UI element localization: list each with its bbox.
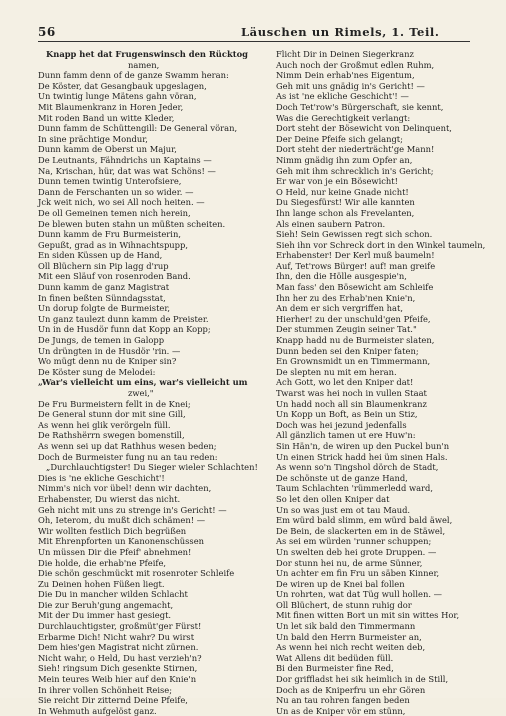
- verse-line: Sieh ihn vor Schreck dort in den Winkel taumeln,: [276, 239, 486, 250]
- verse-line: Nicht wahr, o Held, Du hast verzieh'n?: [38, 652, 202, 663]
- verse-line: Un in de Husdör funn dat Kopp an Kopp;: [38, 324, 211, 335]
- verse-line: De Leutnants, Fähndrichs un Kaptains —: [38, 154, 212, 165]
- verse-line: An dem er sich vergriffen hat,: [276, 303, 404, 314]
- verse-line: Man fass' den Bösewicht am Schleife: [276, 282, 434, 293]
- verse-line: As wenn so'n Tingshol dörch de Stadt,: [276, 462, 439, 473]
- verse-line: Na, Krischan, hür, dat was wat Schöns! —: [38, 165, 216, 176]
- verse-line: De General stunn dor mit sine Gill,: [38, 409, 186, 420]
- verse-line: Taum Schlachten 'rümmerledd ward,: [276, 483, 434, 494]
- verse-line: De Bein, de slackerten em in de Stäwel,: [276, 525, 446, 536]
- verse-line: Erhabenster, Du wierst das nicht.: [38, 493, 181, 504]
- verse-line: Un müssen Dir die Pfeif' abnehmen!: [38, 546, 192, 557]
- verse-line: As wenn hei glik verörgeln füll.: [38, 419, 171, 430]
- verse-line: Der stummen Zeugin seiner Tat.": [276, 324, 417, 335]
- verse-line: Dort steht der Bösewicht von Delinquent,: [276, 123, 452, 134]
- verse-line: Dunn kamm de Fru Burmeisterin,: [38, 229, 181, 240]
- verse-line: Gepußt, grad as in Wihnachtspupp,: [38, 239, 188, 250]
- verse-line: As sei em würden 'runner schuppen;: [276, 536, 432, 547]
- page-header: [38, 25, 470, 42]
- verse-line: In Wehmuth aufgelöst ganz.: [38, 705, 157, 716]
- verse-line: Nimm Dein erhab'nes Eigentum,: [276, 70, 415, 81]
- verse-line: Geh nicht mit uns zu strenge in's Gericht! —: [38, 504, 227, 515]
- verse-line: Durchlauchtigster, großmüt'ger Fürst!: [38, 621, 202, 632]
- verse-line: Un Kopp un Boft, as Bein un Stiz,: [276, 409, 418, 420]
- verse-line: En Grownsmidt un en Timmermann,: [276, 356, 431, 367]
- verse-line: Die schön geschmückt mit rosenroter Schleife: [38, 568, 235, 579]
- verse-line: Un twintig lunge Mätens gahn vöran,: [38, 91, 197, 102]
- verse-line: Als einen saubern Patron.: [276, 218, 386, 229]
- verse-line: Er war von je ein Bösewicht!: [276, 176, 398, 187]
- verse-line: Ihn, den die Hölle ausgespie'n,: [276, 271, 407, 282]
- verse-line: Nu an tau rohren fangen beden: [276, 695, 410, 706]
- verse-line: zwei,": [128, 388, 154, 398]
- verse-line: De Köster, dat Gesangbauk upgeslagen,: [38, 80, 207, 91]
- verse-line: Sin Hän'n, de wiren up den Puckel bun'n: [276, 440, 450, 451]
- verse-line: Un as de Kniper vör em stünn,: [276, 705, 406, 716]
- verse-line: Oll Blüchert, de stunn ruhig dor: [276, 599, 412, 610]
- verse-line: De Fru Burmeistern fellt in de Knei;: [38, 398, 191, 409]
- verse-line: Un swelten deb hei grote Druppen. —: [276, 546, 437, 557]
- verse-line: Dunn kamm de ganz Magistrat: [38, 282, 170, 293]
- verse-line: Die zur Beruh'gung angemacht,: [38, 599, 174, 610]
- verse-line: namen,: [128, 59, 160, 70]
- verse-line: All gänzlich tamen ut ere Huw'n:: [276, 430, 416, 441]
- verse-line: Twarst was hei noch in vullen Staat: [276, 388, 427, 398]
- verse-line: Sieh! ringsum Dich gesenkte Stirnen,: [38, 663, 198, 674]
- verse-line: Un dorup folgte de Burmeister,: [38, 303, 171, 314]
- left-text-column: [38, 49, 258, 716]
- verse-line: Wat Allens dit bedüden füll.: [276, 652, 394, 663]
- verse-line: O Held, nur keine Gnade nicht!: [276, 186, 409, 197]
- verse-line: In sine prächtige Mondur,: [38, 133, 148, 144]
- verse-line: As wenn hei nich recht weiten deb,: [276, 642, 426, 653]
- verse-line: Dor stunn hei nu, de arme Sünner,: [276, 557, 423, 568]
- verse-line: Knapp het dat Frugenswinsch den Rücktog: [46, 49, 248, 59]
- verse-line: De oll Gemeinen temen nich herein,: [38, 207, 191, 218]
- verse-line: As ist 'ne ekliche Geschicht'! —: [276, 91, 409, 102]
- verse-line: De Köster sung de Melodei:: [38, 366, 156, 377]
- verse-line: Un drüngten in de Husdör 'rin. —: [38, 345, 181, 356]
- verse-line: De Jungs, de temen in Galopp: [38, 335, 165, 346]
- verse-line: Un hadd noch all sin Blaumenkranz: [276, 398, 427, 409]
- verse-line: Dies is 'ne ekliche Geschicht'!: [38, 472, 165, 483]
- verse-line: Auch noch der Großmut edlen Ruhm,: [276, 59, 435, 70]
- verse-line: Du Siegesfürst! Wir alle kannten: [276, 197, 415, 208]
- verse-line: Nimm gnädig ihn zum Opfer an,: [276, 154, 413, 165]
- page-number: 56: [38, 25, 56, 39]
- right-text-column: [276, 49, 486, 716]
- verse-line: Bi den Burmeister fine Red,: [276, 663, 394, 674]
- verse-line: Wo mügt denn nu de Kniper sin?: [38, 356, 177, 367]
- verse-line: Doch was hei jezund jedenfalls: [276, 419, 407, 430]
- verse-line: Un let sik bald den Timmermann: [276, 621, 416, 632]
- verse-line: Dunn beden sei den Kniper faten;: [276, 345, 419, 356]
- verse-line: Un achter em fin Fru un säben Kinner,: [276, 568, 440, 579]
- verse-line: Die Du in mancher wilden Schlacht: [38, 589, 188, 600]
- verse-line: Die holde, die erhab'ne Pfeife,: [38, 557, 167, 568]
- verse-line: Sie reicht Dir zitternd Deine Pfeife,: [38, 695, 188, 706]
- verse-line: Dor griffladst hei sik heimlich in de Still,: [276, 674, 449, 685]
- verse-line: Mit finen witten Bort un mit sin wittes Hor,: [276, 610, 460, 621]
- verse-line: Mein teures Weib hier auf den Knie'n: [38, 674, 197, 685]
- verse-line: Jck weit nich, wo sei All noch heiten. —: [38, 197, 205, 208]
- verse-line: De wiren up de Knei bal follen: [276, 578, 405, 589]
- verse-line: Doch Tet'row's Bürgerschaft, sie kennt,: [276, 101, 444, 112]
- verse-line: Dunn famm denn of de ganze Swamm heran:: [38, 70, 229, 81]
- verse-line: Oll Blüchern sin Pip lagg d'rup: [38, 260, 169, 271]
- verse-line: In ihrer vollen Schönheit Reise;: [38, 684, 173, 695]
- verse-line: En siden Küssen up de Hand,: [38, 250, 163, 261]
- verse-line: Knapp hadd nu de Burmeister slaten,: [276, 335, 435, 346]
- verse-line: Ihn her zu des Erhab'nen Knie'n,: [276, 292, 416, 303]
- verse-line: Geh mit ihm schrecklich in's Gericht;: [276, 165, 434, 176]
- verse-line: Nimm's nich vor übel! denn wir dachten,: [38, 483, 212, 494]
- verse-line: Flicht Dir in Deinen Siegerkranz: [276, 49, 414, 59]
- verse-line: Geh mit uns gnädig in's Gericht! —: [276, 80, 425, 91]
- verse-line: Erbarme Dich! Nicht wahr? Du wirst: [38, 631, 195, 642]
- verse-line: Zu Deinen hohen Füßen liegt.: [38, 578, 165, 589]
- verse-line: Un so was just em ot tau Maud.: [276, 504, 411, 515]
- verse-line: „Durchlauchtigster! Du Sieger wieler Schlachten!: [46, 462, 258, 473]
- verse-line: Mit Blaumenkranz in Horen Jeder,: [38, 101, 184, 112]
- verse-line: In finen beßten Sünndagsstat,: [38, 292, 166, 303]
- verse-line: Oh, Ieterom, du mußt dich schämen! —: [38, 515, 206, 526]
- verse-line: De slepten nu mit em heran.: [276, 366, 397, 377]
- verse-line: Doch de Burmeister fung nu an tau reden:: [38, 451, 218, 462]
- verse-line: De schönste ut de ganze Hand,: [276, 472, 408, 483]
- verse-line: So let den ollen Kniper dat: [276, 493, 390, 504]
- verse-line: Der Deine Pfeife sich gelangt;: [276, 133, 403, 144]
- verse-line: Un bald den Herrn Burmeister an,: [276, 631, 422, 642]
- verse-line: Auf, Tet'rows Bürger! auf! man greife: [276, 260, 436, 271]
- verse-line: Erhabenster! Der Kerl muß baumeln!: [276, 250, 435, 261]
- verse-line: Ihn lange schon als Frevelanten,: [276, 207, 415, 218]
- verse-line: De Rathshërrn swegen bomenstill,: [38, 430, 185, 441]
- verse-line: Hierher! zu der unschuld'gen Pfeife,: [276, 313, 431, 324]
- verse-line: Dunn kamm de Oberst un Majur,: [38, 144, 177, 155]
- verse-line: Mit Ehrenpforten un Kanonenschüssen: [38, 536, 205, 547]
- verse-line: Un ganz taulezt dunn kamm de Preister.: [38, 313, 209, 324]
- verse-line: Dunn famm de Schüttengill: De General vöran,: [38, 123, 238, 134]
- verse-line: Sieh! Sein Gewissen regt sich schon.: [276, 229, 433, 240]
- verse-line: Dunn temen twintig Unterofsiere,: [38, 176, 182, 187]
- verse-line: Dann de Ferschanten un so wider. —: [38, 186, 194, 197]
- verse-line: Mit roden Band un witte Kleder,: [38, 112, 175, 123]
- verse-line: Mit een Släuf von rosenroden Band.: [38, 271, 191, 282]
- verse-line: Mit der Du immer hast gesiegt.: [38, 610, 172, 621]
- verse-line: Was die Gerechtigkeit verlangt:: [276, 112, 411, 123]
- verse-line: „War's vielleicht um eins, war's vielleicht um: [38, 377, 248, 388]
- verse-line: Doch as de Kniperfru un ehr Gören: [276, 684, 426, 695]
- verse-line: Dort steht der niederträcht'ge Mann!: [276, 144, 435, 155]
- running-title: Läuschen un Rimels, 1. Teil.: [241, 25, 440, 39]
- verse-line: Un einen Strick hadd hei üm sinen Hals.: [276, 451, 448, 462]
- verse-line: De blewen buten stahn un müßten scheiten.: [38, 218, 226, 229]
- verse-line: Un rohrten, wat dat Tüg wull hollen. —: [276, 589, 442, 600]
- verse-line: Dem hies'gen Magistrat nicht zürnen.: [38, 642, 199, 653]
- verse-line: Ach Gott, wo let den Kniper dat!: [276, 377, 414, 388]
- verse-line: Em würd bald slimm, em würd bald äwel,: [276, 515, 453, 526]
- verse-line: As wenn sei up dat Rathhus wesen beden;: [38, 440, 217, 451]
- verse-line: Wir wollten festlich Dich begrüßen: [38, 525, 187, 536]
